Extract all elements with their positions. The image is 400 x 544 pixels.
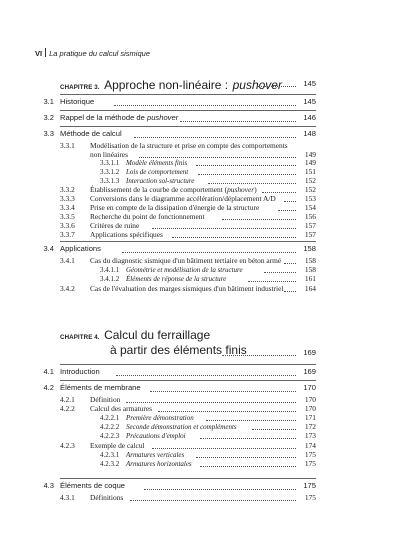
entry-page: 172 (304, 422, 316, 431)
entry-number: 3.1 (43, 97, 54, 106)
leader-dots (114, 105, 296, 106)
toc-entry-3-3-1-cont: non linéaires (90, 150, 128, 159)
entry-title-end: ) (254, 185, 257, 194)
toc-entry-3-3-6 (60, 221, 139, 230)
leader-dots (222, 219, 296, 220)
toc-entry-4-2-2-1 (100, 414, 194, 422)
leader-dots (158, 411, 296, 412)
entry-title: Critères de ruine (90, 221, 140, 230)
toc-entry-3-3-5 (60, 212, 205, 221)
entry-title: Éléments de coque (60, 481, 126, 490)
toc-entry-3-4-1-1 (100, 266, 243, 274)
entry-title: Interaction sol-structure (126, 177, 195, 185)
leader-dots (150, 391, 296, 392)
entry-number: 4.1 (43, 367, 54, 376)
entry-page: 154 (304, 203, 316, 212)
entry-page: 175 (304, 459, 316, 468)
entry-title: Définitions (90, 493, 124, 502)
entry-number: 3.3.6 (60, 221, 75, 230)
entry-title: Définition (90, 395, 121, 404)
toc-entry-3-3-7 (60, 230, 163, 239)
leader-dots (130, 500, 296, 501)
entry-title: Lois de comportement (126, 168, 189, 176)
leader-dots (152, 228, 296, 229)
entry-number: 3.3.2 (60, 185, 75, 194)
entry-page: 151 (304, 167, 316, 176)
toc-entry-3-3-1-3 (100, 177, 194, 185)
toc-entry-4-2-3-1 (100, 451, 184, 459)
toc-entry-4-2-2-3 (100, 432, 186, 440)
toc-entry-3-2 (27, 113, 178, 122)
entry-number: 3.3.1.2 (100, 168, 120, 176)
chapter-label: CHAPITRE 4. (60, 334, 100, 341)
entry-page: 146 (303, 113, 316, 122)
toc-entry-4-2-2 (60, 404, 152, 413)
entry-number: 3.4.2 (60, 284, 75, 293)
leader-dots (206, 420, 296, 421)
toc-entry-3-4-1 (60, 256, 281, 265)
entry-title: Recherche du point de fonctionnement (90, 212, 205, 221)
leader-dots (200, 438, 296, 439)
entry-number: 4.2.2.1 (100, 414, 120, 422)
entry-page: 153 (304, 194, 316, 203)
entry-number: 4.2.3.2 (100, 460, 120, 468)
entry-page: 158 (304, 265, 316, 274)
entry-number: 4.2.3.1 (100, 451, 120, 459)
entry-number: 3.3.3 (60, 194, 75, 203)
toc-entry-3-3-1-1 (100, 159, 187, 167)
entry-title: Rappel de la méthode de (60, 113, 145, 122)
section-rule (60, 478, 316, 479)
entry-page: 152 (304, 185, 316, 194)
entry-title: Modèle éléments finis (126, 159, 188, 167)
entry-number: 3.4.1.1 (100, 266, 120, 274)
leader-dots (116, 375, 296, 376)
section-rule (60, 94, 316, 95)
entry-number: 3.3 (43, 129, 54, 138)
leader-dots (196, 165, 296, 166)
toc-entry-4-2-3 (60, 441, 145, 450)
leader-dots (134, 137, 296, 138)
entry-number: 3.3.1.3 (100, 177, 120, 185)
entry-number: 4.2.2.2 (100, 423, 120, 431)
entry-page: 152 (304, 176, 316, 185)
chapter-title-italic: pushover (232, 78, 282, 92)
entry-number: 3.4.1.2 (100, 275, 120, 283)
entry-title: Méthode de calcul (60, 129, 122, 138)
entry-page: 170 (304, 395, 316, 404)
toc-entry-3-4-2 (60, 284, 283, 293)
entry-page: 164 (304, 284, 316, 293)
toc-entry-3-4 (27, 244, 101, 253)
entry-title: Calcul des armatures (90, 404, 152, 413)
entry-title: Établissement de la courbe de comportement ( (90, 185, 228, 194)
entry-number: 4.3.1 (60, 493, 75, 502)
leader-dots (248, 281, 296, 282)
entry-number: 3.3.1 (60, 141, 75, 150)
entry-page: 170 (304, 404, 316, 413)
entry-title: Applications spécifiques (90, 230, 163, 239)
toc-entry-4-2-1 (60, 395, 120, 404)
chapter-4-heading (60, 326, 340, 344)
toc-entry-4-1 (27, 367, 100, 376)
chapter-title-line1: Calcul du ferraillage (104, 328, 211, 342)
entry-title: Éléments de membrane (60, 383, 141, 392)
entry-number: 3.3.1.1 (100, 159, 120, 167)
entry-page: 148 (303, 129, 316, 138)
entry-title: Armatures verticales (126, 451, 185, 459)
entry-number: 4.2.1 (60, 395, 75, 404)
toc-entry-4-3-1 (60, 493, 123, 502)
entry-number: 3.3.4 (60, 203, 75, 212)
leader-dots (122, 252, 296, 253)
chapter-page: 169 (303, 348, 316, 357)
entry-number: 3.4 (43, 244, 54, 253)
chapter-label: CHAPITRE 3. (60, 84, 100, 91)
leader-dots (172, 237, 296, 238)
entry-page: 169 (303, 367, 316, 376)
section-rule (60, 364, 316, 365)
entry-page: 145 (303, 97, 316, 106)
entry-title-italic: pushover (146, 113, 179, 122)
entry-title: Éléments de réponse de la structure (126, 275, 227, 283)
leader-dots (180, 121, 296, 122)
entry-title: Cas du diagnostic sismique d'un bâtiment tertiaire en béton armé (90, 256, 282, 265)
entry-title: Introduction (60, 367, 100, 376)
entry-number: 3.4.1 (60, 256, 75, 265)
toc-entry-3-3 (27, 129, 122, 138)
entry-number: 3.3.7 (60, 230, 75, 239)
entry-page: 175 (303, 481, 316, 490)
entry-page: 174 (304, 441, 316, 450)
entry-title-italic: pushover (227, 185, 255, 194)
entry-page: 171 (304, 413, 316, 422)
entry-page: 170 (303, 383, 316, 392)
section-rule (60, 241, 316, 242)
running-head (35, 48, 150, 58)
entry-page: 161 (304, 274, 316, 283)
entry-page: 173 (304, 431, 316, 440)
header-divider (45, 48, 46, 57)
leader-dots (196, 457, 296, 458)
leader-dots (222, 355, 296, 356)
leader-dots (139, 157, 296, 158)
entry-page: 175 (304, 493, 316, 502)
entry-page: 158 (304, 256, 316, 265)
chapter-title-line2: à partir des éléments finis (110, 343, 247, 357)
toc-entry-3-3-1-2 (100, 168, 188, 176)
toc-entry-3-4-1-2 (100, 275, 226, 283)
entry-page: 156 (304, 212, 316, 221)
leader-dots (198, 174, 296, 175)
entry-number: 4.3 (43, 481, 54, 490)
entry-title: Armatures horizontales (126, 460, 192, 468)
entry-title: Exemple de calcul (90, 441, 145, 450)
toc-entry-3-3-2 (60, 185, 257, 194)
entry-title: Applications (60, 244, 101, 253)
leader-dots (126, 402, 296, 403)
entry-title: Géométrie et modélisation de la structure (126, 266, 243, 274)
entry-title: Conversions dans le diagramme accélération/déplacement A/D (90, 194, 276, 203)
chapter-title: Approche non-linéaire : (104, 78, 229, 92)
toc-entry-3-1 (27, 97, 94, 106)
entry-number: 3.3.5 (60, 212, 75, 221)
entry-page: 149 (304, 158, 316, 167)
entry-number: 4.2.3 (60, 441, 75, 450)
entry-page: 157 (304, 221, 316, 230)
entry-number: 4.2.2 (60, 404, 75, 413)
entry-page: 158 (303, 244, 316, 253)
entry-title: Prise en compte de la dissipation d'énergie de la structure (90, 203, 260, 212)
leader-dots (208, 183, 296, 184)
entry-number: 4.2.2.3 (100, 432, 120, 440)
toc-entry-4-2-2-2 (100, 423, 237, 431)
toc-entry-3-3-4 (60, 203, 259, 212)
section-rule (60, 110, 316, 111)
section-rule (60, 126, 316, 127)
leader-dots (144, 489, 296, 490)
entry-title: Modélisation de la structure et prise en compte des comportements (90, 141, 288, 150)
leader-dots (200, 466, 296, 467)
toc-entry-4-2 (27, 383, 141, 392)
section-rule (60, 380, 316, 381)
toc-entry-3-3-3 (60, 194, 276, 203)
entry-title: Seconde démonstration et compléments (126, 423, 237, 431)
toc-entry-4-2-3-2 (100, 460, 192, 468)
chapter-page: 145 (303, 79, 316, 88)
entry-title: Historique (60, 97, 95, 106)
entry-page: 149 (304, 150, 316, 159)
entry-number: 3.2 (43, 113, 54, 122)
entry-title: Première démonstration (126, 414, 194, 422)
page-number: VI (35, 49, 43, 58)
leader-dots (152, 448, 296, 449)
entry-number: 4.2 (43, 383, 54, 392)
toc-entry-3-3-1 (60, 141, 288, 150)
entry-page: 157 (304, 230, 316, 239)
toc-entry-4-3 (27, 481, 125, 490)
book-title: La pratique du calcul sismique (49, 49, 150, 58)
entry-page: 175 (304, 450, 316, 459)
entry-title: Cas de l'évaluation des marges sismiques d'un bâtiment industriel (90, 284, 284, 293)
entry-title: Précautions d'emploi (126, 432, 186, 440)
